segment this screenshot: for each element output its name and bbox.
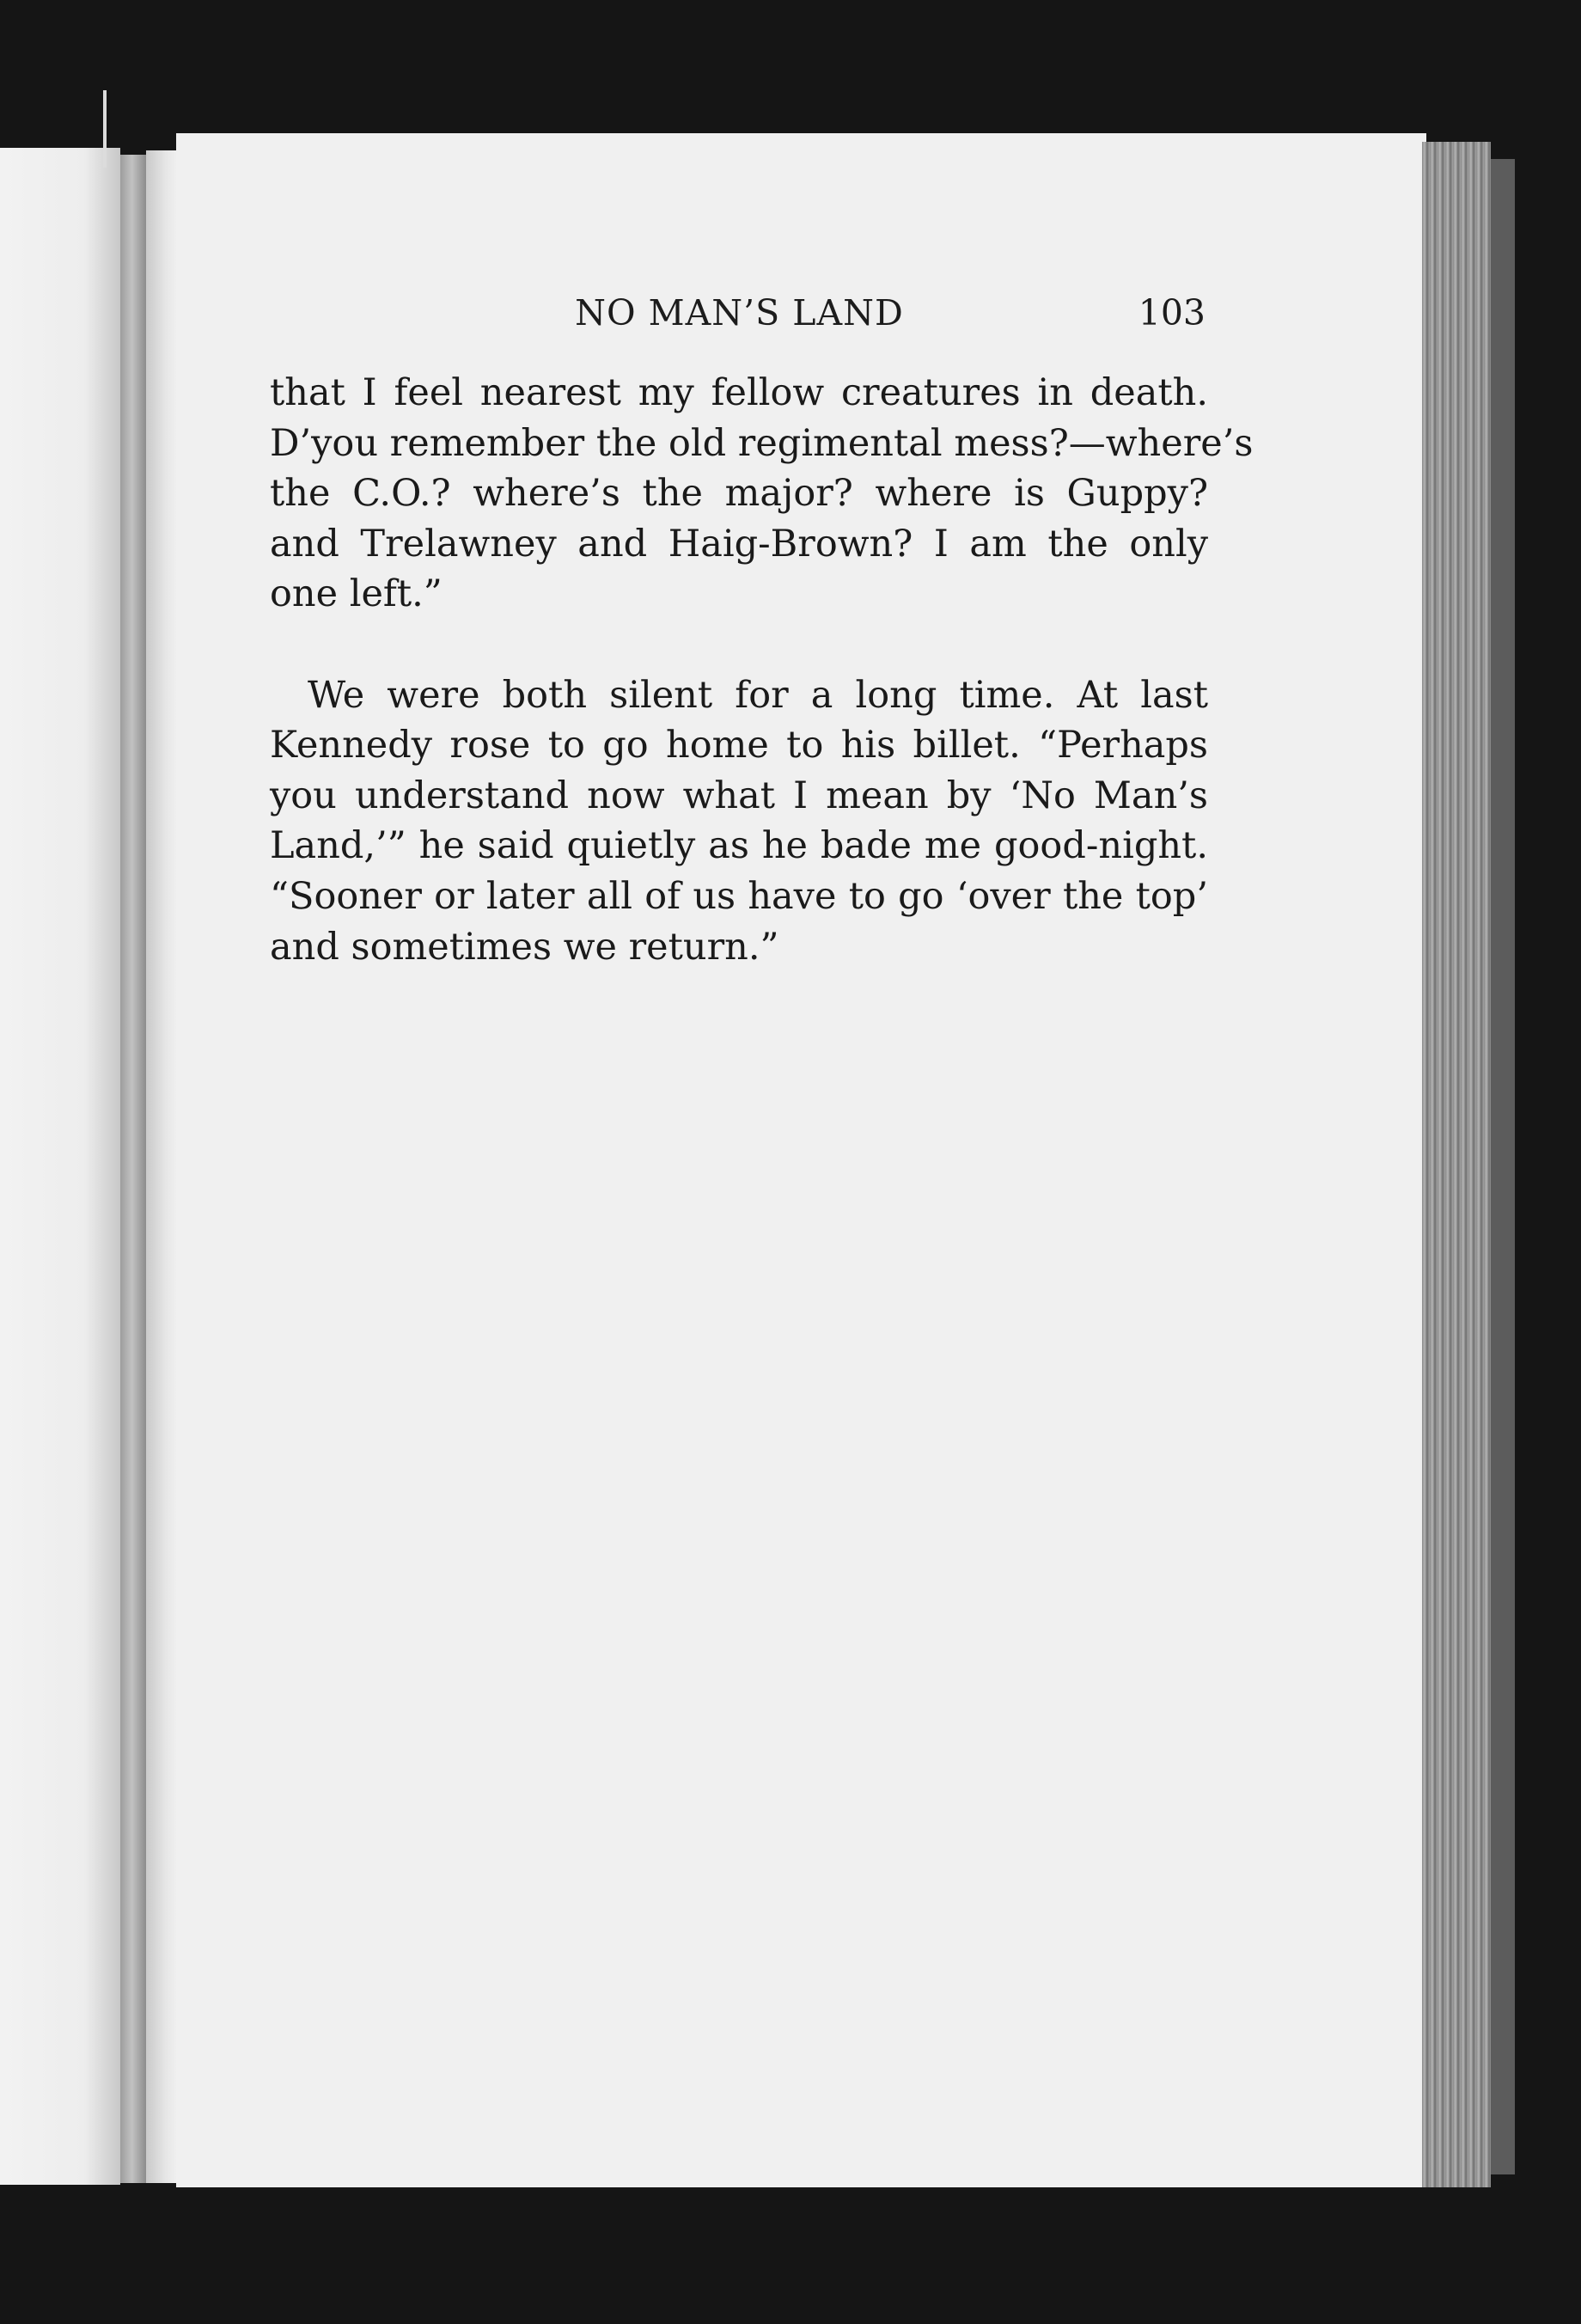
binding-thread — [103, 90, 107, 168]
text-line: that I feel nearest my fellow creatures in death. — [270, 371, 1208, 414]
page-number: 103 — [1138, 292, 1206, 333]
left-facing-page — [0, 148, 120, 2185]
text-line: Land,’” he said quietly as he bade me good-night. — [270, 824, 1208, 868]
book-gutter — [120, 155, 146, 2183]
text-line: Kennedy rose to go home to his billet. “Perhaps — [270, 724, 1208, 768]
page-edges-shadow — [1491, 159, 1515, 2174]
text-line: and Trelawney and Haig-Brown? I am the only — [270, 522, 1208, 566]
body-text — [270, 368, 1254, 972]
page-edges — [1422, 142, 1491, 2187]
running-title: NO MAN’S LAND — [575, 292, 904, 333]
text-line: D’you remember the old regimental mess?—where’s — [270, 421, 1254, 465]
paragraph-gap — [270, 620, 1208, 670]
gutter-shadow — [146, 150, 179, 2183]
text-line: and sometimes we return.” — [270, 925, 779, 969]
running-head — [273, 292, 1206, 361]
text-line: “Sooner or later all of us have to go ‘over the top’ — [270, 874, 1208, 918]
text-line: you understand now what I mean by ‘No Man’s — [270, 774, 1208, 817]
text-line: We were both silent for a long time. At last — [308, 673, 1208, 717]
text-line: the C.O.? where’s the major? where is Guppy? — [270, 472, 1208, 516]
text-line: one left.” — [270, 572, 443, 616]
